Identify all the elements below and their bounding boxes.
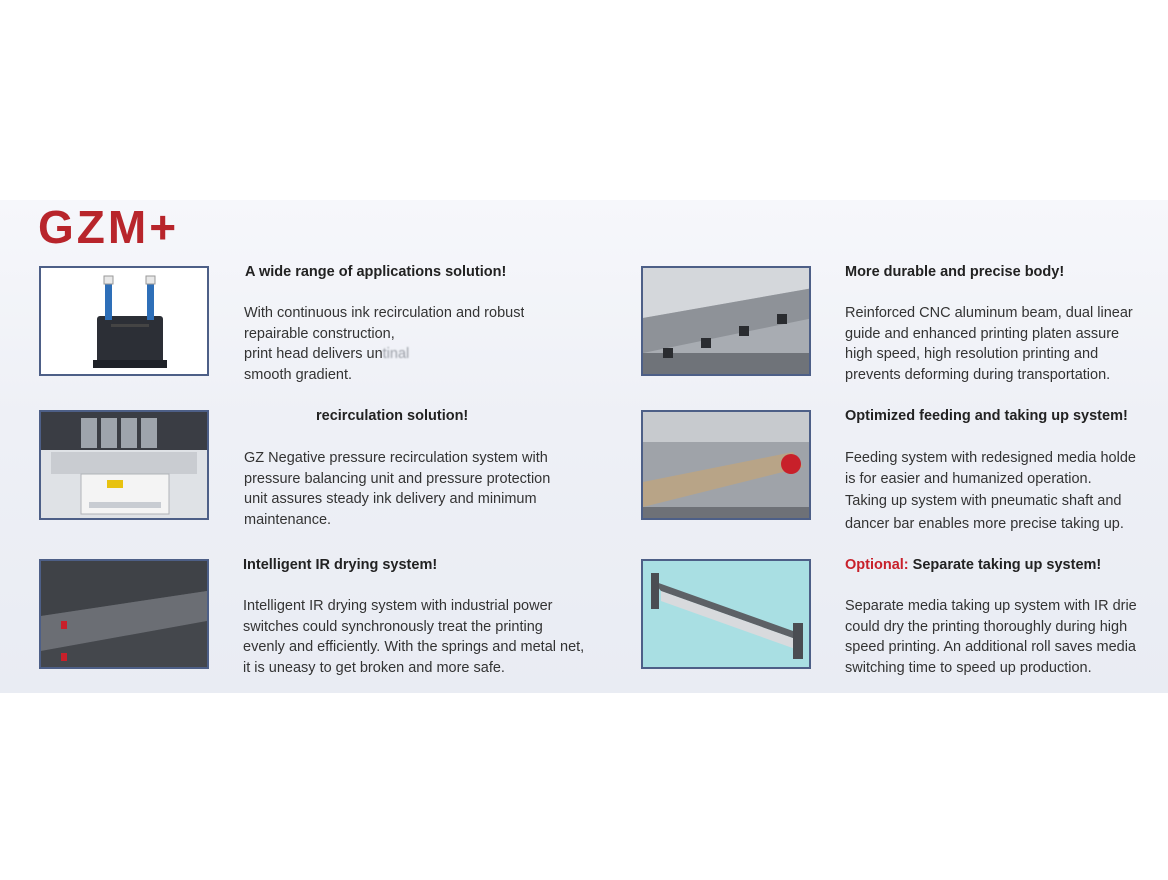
feature-description: With continuous ink recirculation and robust repairable construction, print head delivers untinal smooth gradient. [244,305,525,383]
recirculation-system-image [39,410,209,520]
feature-description: GZ Negative pressure recirculation system with pressure balancing unit and pressure protection unit assures steady ink delivery and minimum maintenance. [244,450,551,528]
feature-description: Intelligent IR drying system with industrial power switches could synchronously treat the printing evenly and efficiently. With the springs and metal net, it is uneasy to get broken and more safe. [243,598,585,676]
feeding-system-image [641,410,811,520]
feature-heading: More durable and precise body! [845,264,1065,280]
ir-dryer-image [39,559,209,669]
aluminum-beam-image [641,266,811,376]
feature-heading: recirculation solution! [316,408,469,424]
take-up-system-image [641,559,811,669]
feature-description: Separate media taking up system with IR drie could dry the printing thoroughly during high speed printing. An additional roll saves media switching time to speed up production. [845,598,1137,676]
print-head-image [39,266,209,376]
feature-description: Feeding system with redesigned media holde is for easier and humanized operation. Taking up system with pneumatic shaft and dancer bar enables more precise taking up. [845,450,1136,532]
gzm-logo [38,203,238,252]
feature-heading: Optional: Separate taking up system! [845,557,1102,573]
feature-heading: A wide range of applications solution! [245,264,507,280]
feature-description: Reinforced CNC aluminum beam, dual linear guide and enhanced printing platen assure high speed, high resolution printing and prevents deforming during transportation. [845,305,1133,383]
feature-heading: Optimized feeding and taking up system! [845,408,1128,424]
feature-heading: Intelligent IR drying system! [243,557,438,573]
logo-text: GZM+ [38,203,180,247]
optional-label: Optional: [845,557,909,573]
